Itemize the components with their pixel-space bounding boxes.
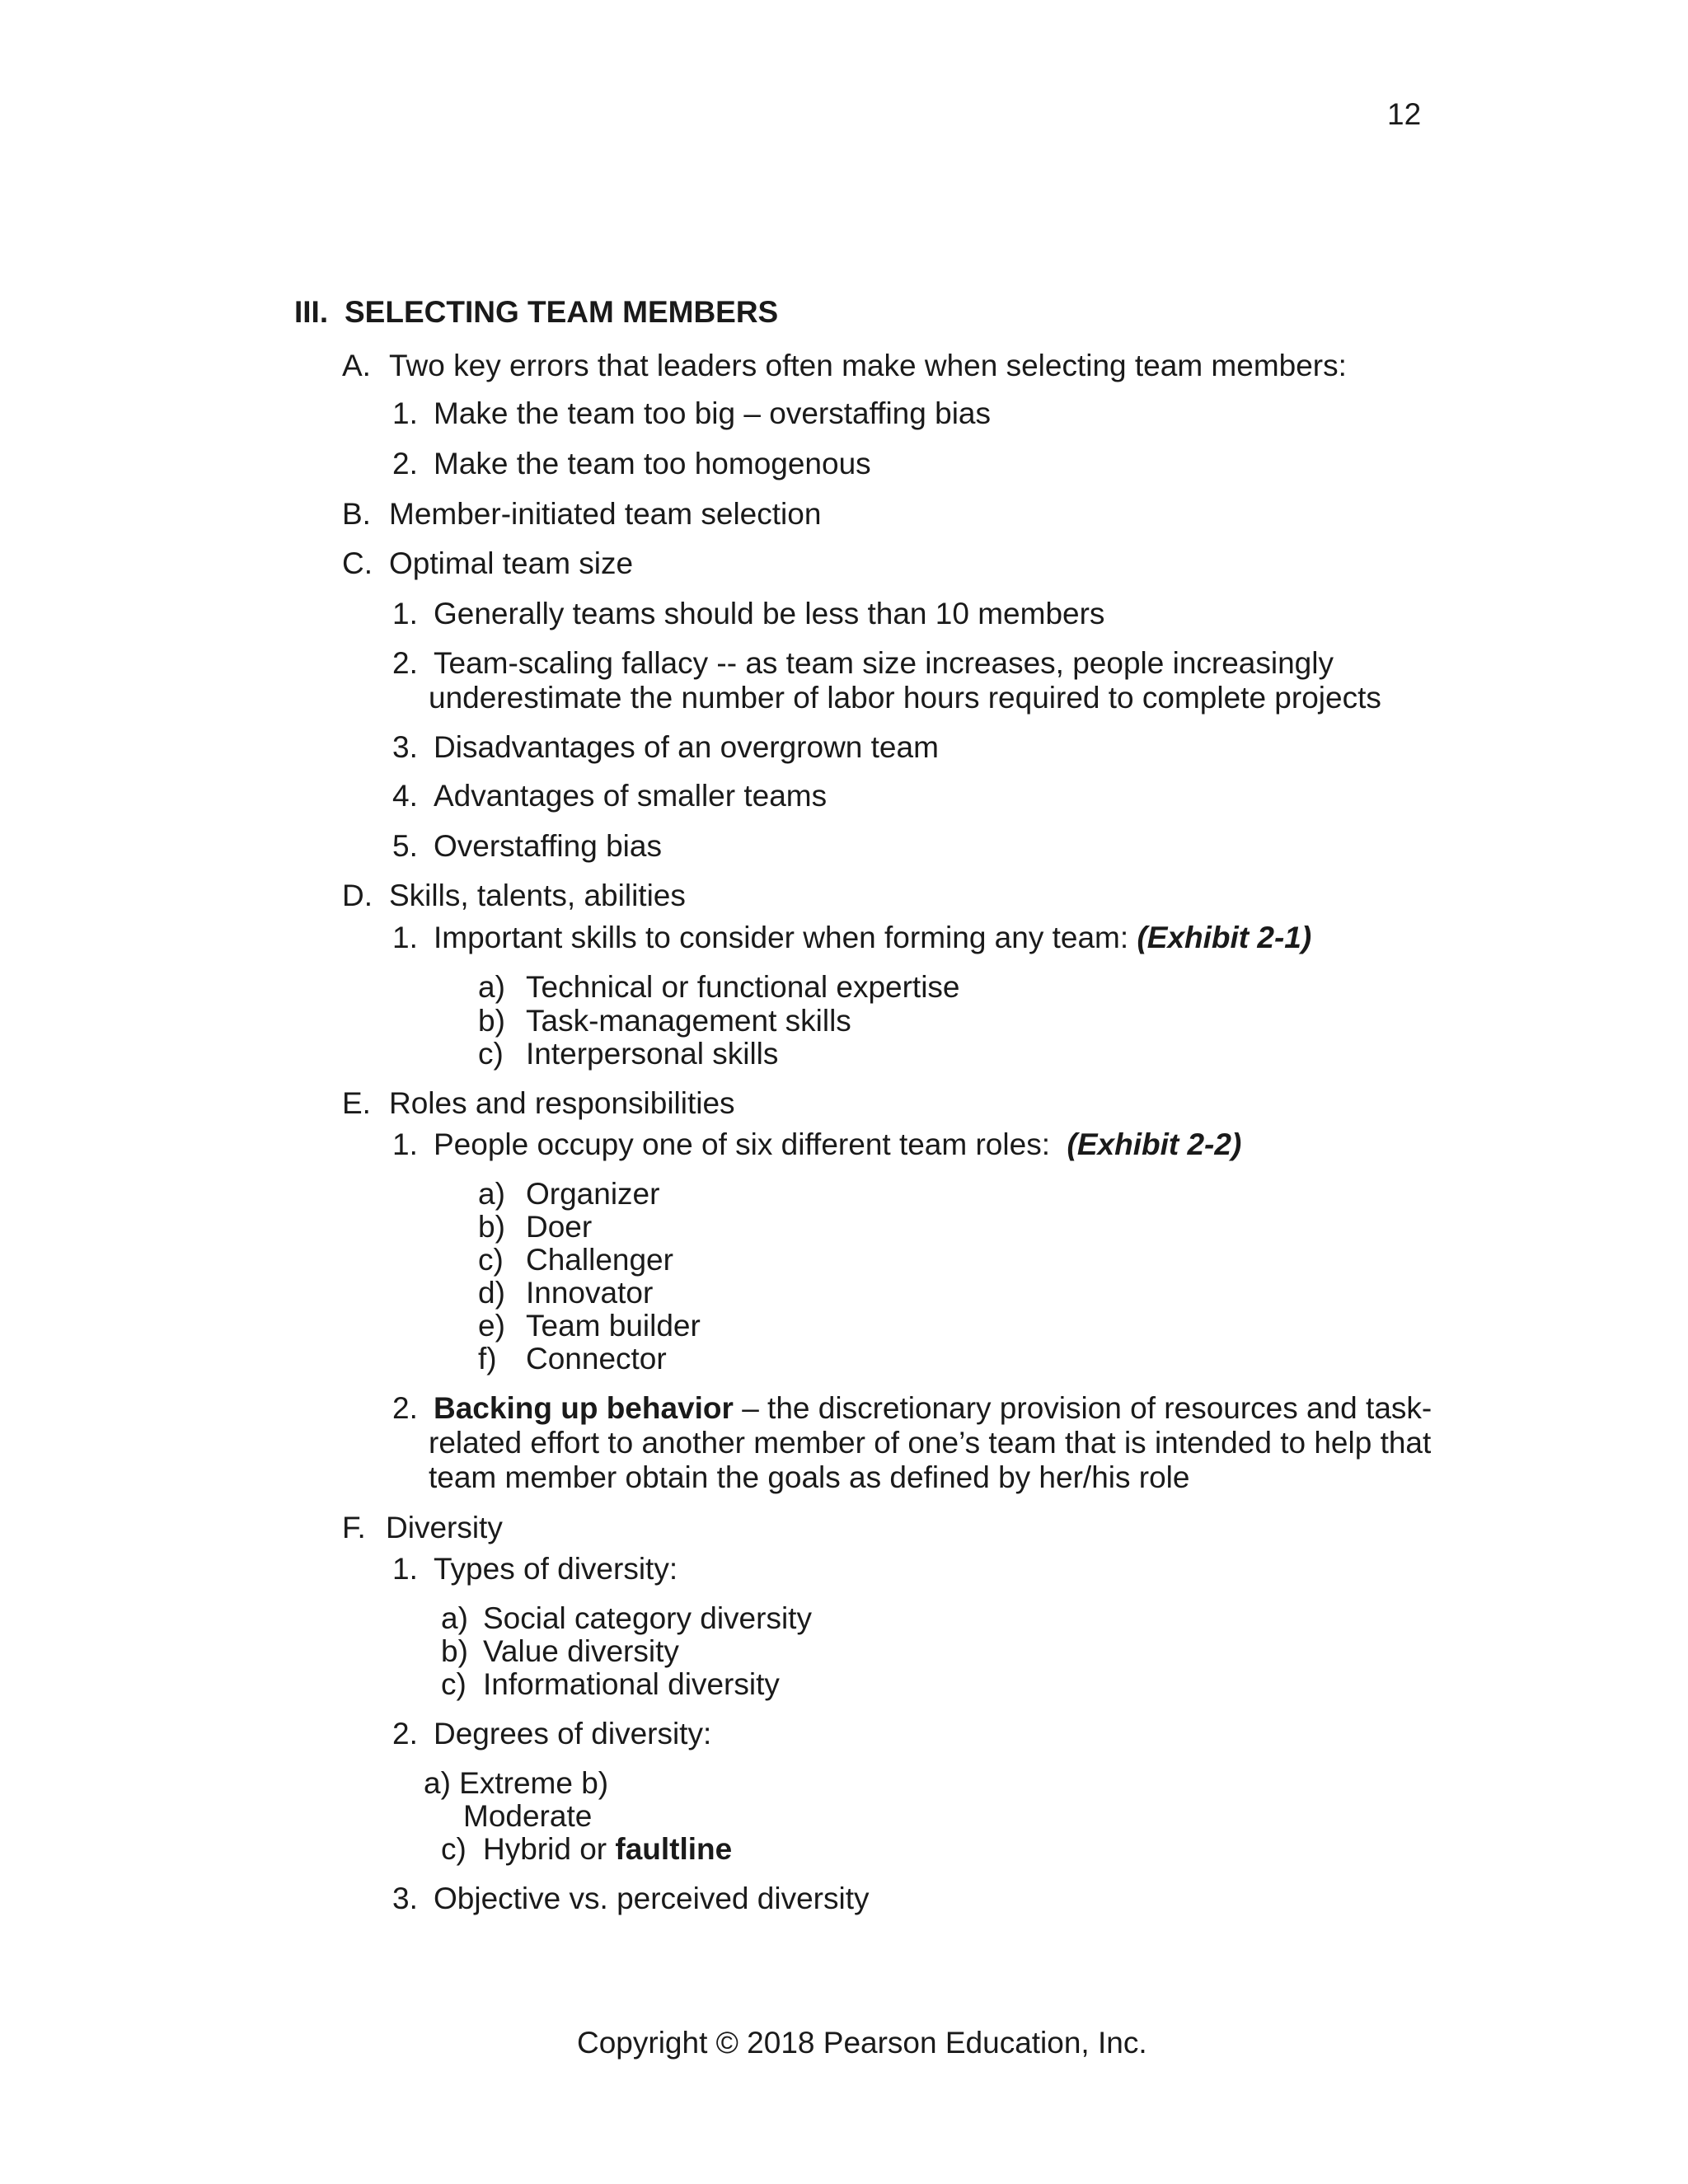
list-item <box>434 922 1311 953</box>
defined-term: faultline <box>615 1832 733 1866</box>
list-item-label: 1. <box>392 1127 418 1161</box>
sub-item-continuation: Moderate <box>463 1799 593 1833</box>
outline-heading-c: Optimal team size <box>389 546 634 580</box>
outline-label-e: E. <box>342 1086 371 1120</box>
page-number: 12 <box>1387 97 1422 131</box>
list-item: Objective vs. perceived diversity <box>434 1882 870 1915</box>
definition-text: – the discretionary provision of resources and task- <box>733 1391 1432 1425</box>
list-item-label: 2. <box>392 646 418 680</box>
outline-heading-f: Diversity <box>386 1511 503 1544</box>
list-item-label: 3. <box>392 1882 418 1915</box>
sub-item <box>483 1834 732 1864</box>
section-title: SELECTING TEAM MEMBERS <box>345 295 779 329</box>
sub-item-text: Hybrid or <box>483 1832 616 1866</box>
outline-label-c: C. <box>342 546 373 580</box>
sub-item-label: b) <box>441 1634 468 1668</box>
list-item: Make the team too homogenous <box>434 447 871 480</box>
list-item: Generally teams should be less than 10 members <box>434 597 1105 630</box>
list-item-label: 5. <box>392 829 418 863</box>
sub-item: Connector <box>526 1342 667 1376</box>
outline-heading-a: Two key errors that leaders often make when selecting team members: <box>389 349 1347 382</box>
sub-item-label: e) <box>478 1309 505 1343</box>
outline-heading-e: Roles and responsibilities <box>389 1086 735 1120</box>
sub-item-label: a) <box>478 1177 505 1211</box>
sub-item: Informational diversity <box>483 1667 780 1701</box>
list-item: Advantages of smaller teams <box>434 779 828 813</box>
outline-label-b: B. <box>342 497 371 531</box>
list-item-label: 2. <box>392 1391 418 1425</box>
outline-heading-d: Skills, talents, abilities <box>389 879 686 912</box>
exhibit-reference: (Exhibit 2-2) <box>1067 1127 1242 1161</box>
exhibit-reference: (Exhibit 2-1) <box>1137 921 1312 954</box>
defined-term: Backing up behavior <box>434 1391 734 1425</box>
list-item-label: 4. <box>392 779 418 813</box>
sub-item-label: c) <box>441 1667 467 1701</box>
list-item: Make the team too big – overstaffing bias <box>434 396 991 430</box>
outline-label-d: D. <box>342 879 373 912</box>
outline-heading-b: Member-initiated team selection <box>389 497 822 531</box>
sub-item: Challenger <box>526 1243 673 1277</box>
list-item: Overstaffing bias <box>434 829 662 863</box>
sub-item-label: c) <box>478 1243 504 1277</box>
sub-item: Innovator <box>526 1276 654 1310</box>
sub-item-label: b) <box>478 1004 505 1038</box>
list-item: Types of diversity: <box>434 1552 678 1586</box>
list-item-label: 3. <box>392 730 418 764</box>
list-item-label: 1. <box>392 921 418 954</box>
sub-item: a) Extreme b) <box>424 1766 609 1800</box>
outline-label-f: F. <box>342 1511 366 1544</box>
list-item-text: People occupy one of six different team roles: <box>434 1127 1050 1161</box>
list-item: Team-scaling fallacy -- as team size increases, people increasingly <box>434 646 1334 680</box>
copyright-footer: Copyright © 2018 Pearson Education, Inc. <box>577 2026 1147 2060</box>
list-item-continuation: related effort to another member of one’s team that is intended to help that <box>429 1426 1432 1460</box>
list-item: Degrees of diversity: <box>434 1717 712 1750</box>
section-label: III. <box>294 295 329 329</box>
sub-item-label: c) <box>441 1832 467 1866</box>
sub-item: Organizer <box>526 1177 660 1211</box>
sub-item: Technical or functional expertise <box>526 970 960 1004</box>
sub-item: Social category diversity <box>483 1601 812 1635</box>
outline-label-a: A. <box>342 349 371 382</box>
list-item-continuation: underestimate the number of labor hours required to complete projects <box>429 681 1381 715</box>
sub-item-label: a) <box>478 970 505 1004</box>
list-item-label: 2. <box>392 1717 418 1750</box>
sub-item: Value diversity <box>483 1634 679 1668</box>
sub-item-label: a) <box>441 1601 468 1635</box>
sub-item: Doer <box>526 1210 593 1244</box>
sub-item: Interpersonal skills <box>526 1037 779 1071</box>
list-item: Disadvantages of an overgrown team <box>434 730 939 764</box>
sub-item-label: c) <box>478 1037 504 1071</box>
list-item <box>434 1393 1432 1423</box>
list-item-label: 2. <box>392 447 418 480</box>
sub-item-label: f) <box>478 1342 497 1376</box>
list-item <box>434 1129 1241 1160</box>
sub-item: Team builder <box>526 1309 701 1343</box>
list-item-continuation: team member obtain the goals as defined by her/his role <box>429 1460 1190 1494</box>
list-item-label: 1. <box>392 1552 418 1586</box>
list-item-label: 1. <box>392 597 418 630</box>
sub-item-label: b) <box>478 1210 505 1244</box>
list-item-label: 1. <box>392 396 418 430</box>
sub-item: Task-management skills <box>526 1004 851 1038</box>
sub-item-label: d) <box>478 1276 505 1310</box>
list-item-text: Important skills to consider when forming any team: <box>434 921 1129 954</box>
